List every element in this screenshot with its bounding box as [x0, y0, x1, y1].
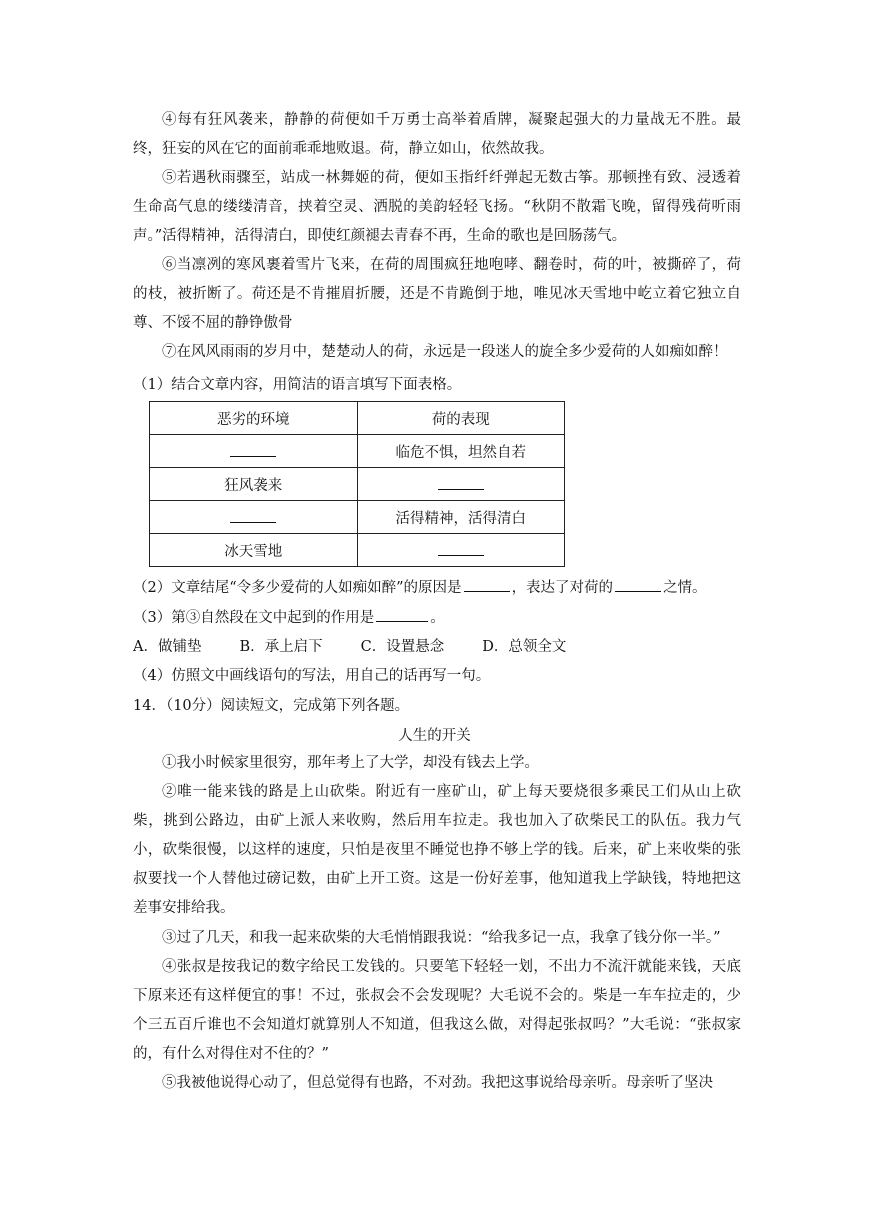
table-cell-blank[interactable] [150, 435, 358, 468]
table-row [150, 468, 565, 501]
article-paragraph-4: ④张叔是按我记的数字给民工发钱的。只要笔下轻轻一划，不出力不流汗就能来钱，天底下原来还有这样便宜的事！不过，张叔会不会发现呢？大毛说不会的。柴是一车车拉走的，少个三五百斤谁也不会知道灯就算别人不知道，但我这么做，对得起张叔吗？”大毛说：“张叔家的，有什么对得住对不住的？” [133, 959, 741, 1062]
question-2-text: ，表达了对荷的 [511, 580, 614, 596]
question-14: 14．（10分）阅读短文，完成第下列各题。 [133, 698, 410, 714]
article-title: 人生的开关 [398, 728, 471, 744]
table-cell: 狂风袭来 [150, 468, 358, 501]
table-row [150, 435, 565, 468]
table-row [150, 501, 565, 534]
table-cell: 临危不惧，坦然自若 [357, 435, 565, 468]
table-cell-blank[interactable] [357, 534, 565, 567]
table-header-cell: 荷的表现 [357, 402, 565, 435]
article-paragraph-3: ③过了几天，和我一起来砍柴的大毛悄悄跟我说：“给我多记一点，我拿了钱分你一半。” [162, 930, 721, 946]
question-3-options [133, 637, 604, 657]
table-row [150, 534, 565, 567]
table-cell: 冰天雪地 [150, 534, 358, 567]
option-d[interactable]: D．总领全文 [482, 639, 567, 655]
answer-blank[interactable] [615, 577, 661, 592]
paragraph-7: ⑦在风风雨雨的岁月中，楚楚动人的荷，永远是一段迷人的旋全多少爱荷的人如痴如醉！ [162, 344, 728, 360]
paragraph-5: ⑤若遇秋雨骤至，站成一林舞姬的荷，便如玉指纤纤弹起无数古筝。那顿挫有致、浸透着生命高气息的缕缕清音，挟着空灵、洒脱的美韵轻轻飞扬。“秋阴不散霜飞晚，留得残荷听雨声。”活得精神，活得清白，即使红颜褪去青春不再，生命的歌也是回肠荡气。 [133, 170, 741, 244]
article-paragraph-2: ②唯一能来钱的路是上山砍柴。附近有一座矿山，矿上每天要烧很多乘民工们从山上砍柴，挑到公路边，由矿上派人来收购，然后用车拉走。我也加入了砍柴民工的队伍。我力气小，砍柴很慢，以这样的速度，只怕是夜里不睡觉也挣不够上学的钱。后来，矿上来收柴的张叔要找一个人替他过磅记数，由矿上开工资。这是一份好差事，他知道我上学缺钱，特地把这差事安排给我。 [133, 784, 741, 916]
table-header-row [150, 402, 565, 435]
question-1-prompt: （1）结合文章内容，用简洁的语言填写下面表格。 [133, 377, 462, 393]
fill-in-table [149, 401, 565, 567]
table-cell-blank[interactable] [357, 468, 565, 501]
question-3 [133, 607, 445, 628]
paragraph-6: ⑥当凛冽的寒风裹着雪片飞来，在荷的周围疯狂地咆哮、翻卷时，荷的叶，被撕碎了，荷的枝，被折断了。荷还是不肯摧眉折腰，还是不肯跪倒于地，唯见冰天雪地中屹立着它独立自尊、不馁不屈的静铮傲骨 [133, 257, 741, 331]
question-2-text: 之情。 [663, 580, 707, 596]
answer-blank[interactable] [230, 508, 276, 523]
question-2-text: （2）文章结尾“令多少爱荷的人如痴如醉”的原因是 [133, 580, 462, 596]
question-4: （4）仿照文中画线语句的写法，用自己的话再写一句。 [133, 668, 491, 684]
answer-blank[interactable] [464, 577, 510, 592]
question-3-text: 。 [430, 610, 445, 626]
option-b[interactable]: B．承上启下 [239, 639, 323, 655]
question-3-text: （3）第③自然段在文中起到的作用是 [133, 610, 375, 626]
question-2 [133, 577, 707, 598]
answer-blank[interactable] [376, 607, 428, 622]
answer-blank[interactable] [230, 442, 276, 457]
table-cell-blank[interactable] [150, 501, 358, 534]
option-a[interactable]: A．做铺垫 [133, 639, 202, 655]
option-c[interactable]: C．设置悬念 [360, 639, 445, 655]
table-header-cell: 恶劣的环境 [150, 402, 358, 435]
answer-blank[interactable] [438, 475, 484, 490]
table-cell: 活得精神，活得清白 [357, 501, 565, 534]
answer-blank[interactable] [438, 541, 484, 556]
article-paragraph-5: ⑤我被他说得心动了，但总觉得有也路，不对劲。我把这事说给母亲听。母亲听了坚决 [162, 1075, 713, 1091]
paragraph-4: ④每有狂风袭来，静静的荷便如千万勇士高举着盾牌，凝聚起强大的力量战无不胜。最终，狂妄的风在它的面前乖乖地败退。荷，静立如山，依然故我。 [133, 112, 741, 157]
article-paragraph-1: ①我小时候家里很穷，那年考上了大学，却没有钱去上学。 [162, 755, 539, 771]
